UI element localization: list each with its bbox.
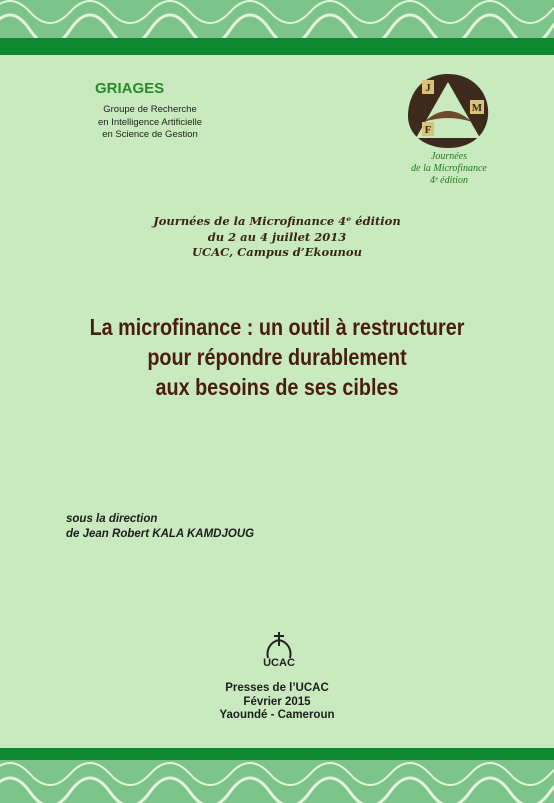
event-line-2: du 2 au 4 juillet 2013 [207, 229, 347, 244]
jmf-letter-f: F [424, 124, 432, 136]
title-line-3: aux besoins de ses cibles [155, 374, 399, 400]
griages-name: GRIAGES [95, 80, 165, 97]
ucac-logo-text: UCAC [263, 657, 295, 669]
bottom-pattern-icon [0, 760, 554, 803]
jmf-logo-icon [404, 70, 492, 150]
event-line-1: Journées de la Microfinance 4ᵉ édition [153, 214, 401, 228]
griages-description [80, 104, 220, 142]
jmf-caption-line-2: de la Microfinance [411, 163, 487, 174]
direction-line-1: sous la direction [66, 513, 158, 525]
publisher-line-3: Yaoundé - Cameroun [219, 709, 335, 721]
griages-line-3: en Science de Gestion [102, 129, 198, 140]
griages-line-2: en Intelligence Artificielle [97, 116, 203, 128]
jmf-caption-line-3: 4ᵉ édition [430, 175, 468, 186]
bottom-green-stripe [0, 748, 554, 760]
direction-line-2: de Jean Robert KALA KAMDJOUG [66, 528, 255, 540]
publisher-line-2: Février 2015 [243, 695, 311, 708]
publisher-info [0, 682, 554, 723]
book-title [39, 312, 515, 402]
event-line-3: UCAC, Campus d’Ekounou [192, 245, 362, 259]
jmf-letter-m: M [471, 102, 483, 114]
title-line-1: La microfinance : un outil à restructurer [89, 314, 465, 340]
top-decorative-band [0, 0, 554, 38]
jmf-logo-caption [400, 151, 498, 187]
ucac-logo-icon [256, 630, 302, 670]
griages-line-1: Groupe de Recherche [103, 104, 197, 115]
top-pattern-icon [0, 0, 554, 38]
publisher-line-1: Presses de l’UCAC [225, 682, 329, 694]
top-green-stripe [0, 38, 554, 55]
jmf-letter-j: J [425, 82, 431, 94]
bottom-decorative-band [0, 760, 554, 803]
jmf-caption-line-1: Journées [430, 151, 468, 162]
title-line-2: pour répondre durablement [147, 344, 407, 370]
event-info [0, 214, 554, 261]
editor-credit [66, 512, 254, 542]
